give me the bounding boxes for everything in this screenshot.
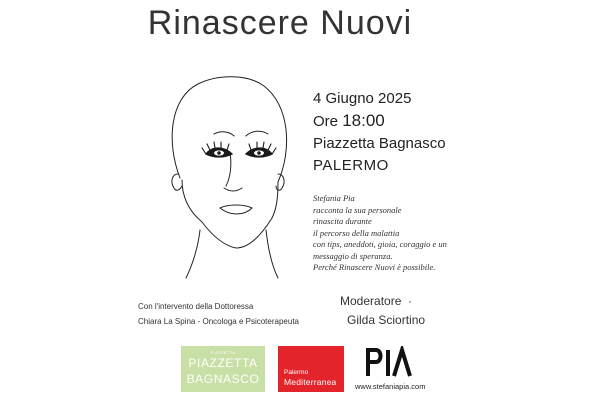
event-time — [313, 110, 446, 133]
piazzetta-logo-small-text: PIAZZETTA — [210, 350, 236, 355]
event-time-value: 18:00 — [342, 111, 385, 130]
palermo-logo-line-1: Palermo — [284, 369, 309, 376]
palermo-mediterranea-logo — [278, 346, 344, 392]
piazzetta-logo-line-2: BAGNASCO — [186, 372, 260, 386]
story-line: rinascita durante — [313, 216, 372, 226]
story-line: messaggio di speranza. — [313, 250, 393, 261]
story-text — [313, 193, 478, 274]
event-venue: Piazzetta Bagnasco — [313, 135, 446, 152]
story-line: Stefania Pia — [313, 193, 355, 203]
event-city: PALERMO — [313, 157, 389, 174]
moderator-name: Gilda Sciortino — [347, 313, 426, 327]
website-url: www.stefaniapia.com — [355, 382, 426, 391]
woman-portrait-illustration — [160, 70, 310, 280]
story-line: racconta la sua personale — [313, 204, 402, 215]
event-details — [313, 88, 446, 177]
event-date: 4 Giugno 2025 — [313, 90, 412, 107]
piazzetta-logo-line-1: PIAZZETTA — [188, 356, 258, 370]
story-line: Perché Rinascere Nuovi è possibile. — [313, 262, 436, 272]
palermo-logo-line-2: Mediterranea — [284, 377, 337, 387]
pia-logo — [364, 346, 414, 378]
event-time-prefix: Ore — [313, 113, 339, 130]
moderator-separator: · — [408, 294, 413, 308]
story-line: il percorso della malattia — [313, 227, 400, 238]
speaker-credits — [138, 299, 299, 329]
piazzetta-bagnasco-logo — [181, 346, 265, 392]
moderator-label: Moderatore — [340, 294, 402, 308]
moderator-block — [340, 292, 425, 330]
credits-line-1: Con l'intervento della Dottoressa — [138, 302, 254, 311]
poster-title: Rinascere Nuovi — [147, 4, 413, 42]
credits-line-2: Chiara La Spina - Oncologa e Psicoterapeuta — [138, 317, 299, 326]
story-line: con tips, aneddoti, gioia, coraggio e un — [313, 239, 447, 249]
